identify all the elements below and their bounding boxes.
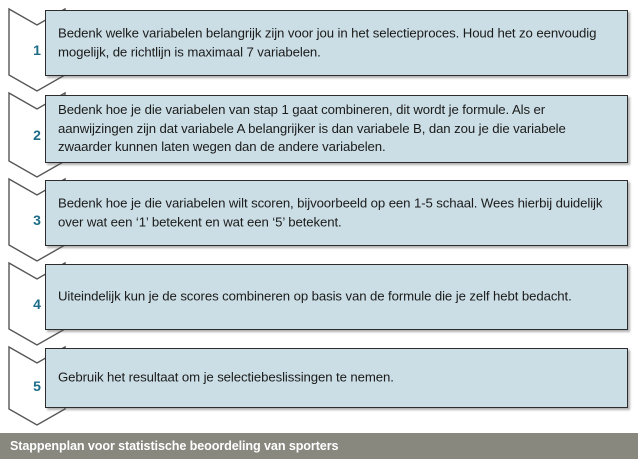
step-box-3 [45, 180, 628, 246]
step-text-5: Gebruik het resultaat om je selectiebeslissingen te nemen. [58, 369, 394, 385]
step-row-2 [0, 92, 638, 178]
step-text-3: Bedenk hoe je die variabelen wilt scoren, bijvoorbeeld op een 1-5 schaal. Wees hierbij duidelijk over wat een ‘1’ betekent en wat een ‘5’ betekent. [58, 195, 603, 229]
step-row-1 [0, 8, 638, 92]
step-text-1: Bedenk welke variabelen belangrijk zijn voor jou in het selectieproces. Houd het zo eenvoudig mogelijk, de richtlijn is maximaal 7 variabelen. [58, 25, 597, 59]
step-number-2: 2 [33, 127, 41, 143]
step-box-2 [45, 95, 628, 163]
step-text-2: Bedenk hoe je die variabelen van stap 1 gaat combineren, dit wordt je formule. Als er aanwijzingen zijn dat variabele A belangrijker is dan variabele B, dan zou je die variabele zwaarder kunnen laten wegen dan de andere variabelen. [58, 101, 566, 155]
step-row-4 [0, 262, 638, 346]
step-number-5: 5 [33, 378, 41, 394]
step-box-5 [45, 348, 628, 408]
caption-bar [0, 433, 638, 459]
step-text-4: Uiteindelijk kun je de scores combineren op basis van de formule die je zelf hebt bedacht. [58, 288, 572, 304]
step-number-4: 4 [33, 296, 41, 312]
step-box-1 [45, 10, 628, 76]
caption-label: Stappenplan voor statistische beoordeling van sporters [10, 439, 339, 453]
step-row-3 [0, 178, 638, 262]
step-box-4 [45, 264, 628, 330]
step-number-3: 3 [33, 212, 41, 228]
step-row-5 [0, 346, 638, 426]
step-number-1: 1 [33, 42, 41, 58]
